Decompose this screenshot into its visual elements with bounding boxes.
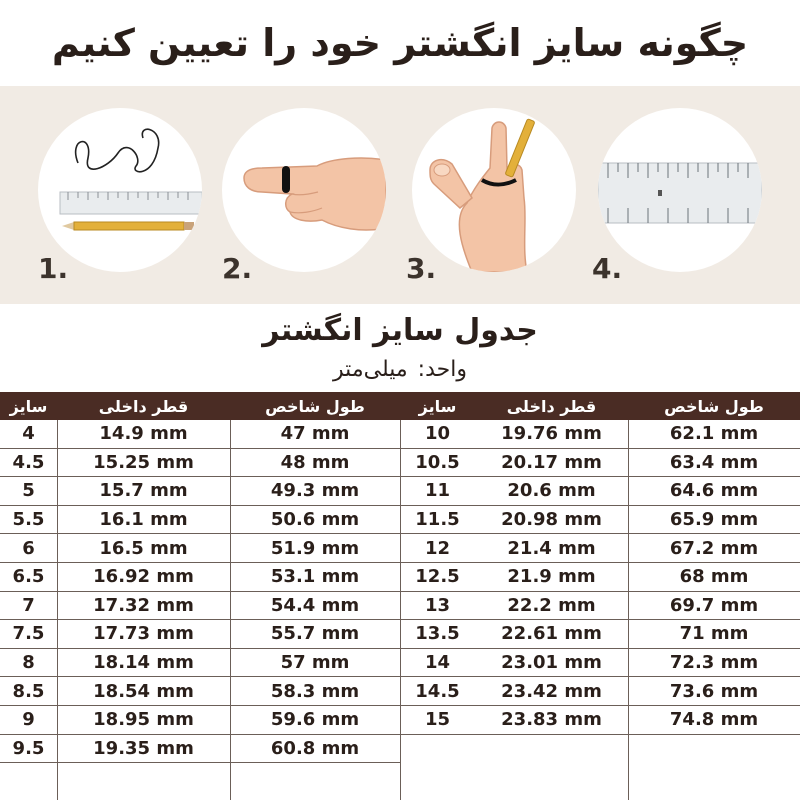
right-length-cell: 64.6 mm [628, 477, 800, 506]
left-length-cell: 59.6 mm [230, 706, 400, 735]
right-diameter-cell: 19.76 mm [475, 420, 628, 449]
empty-cell [628, 735, 800, 764]
left-diameter-cell: 18.95 mm [57, 706, 230, 735]
left-diameter-cell: 19.35 mm [57, 735, 230, 764]
left-size-cell: 8 [0, 649, 57, 678]
ruler-measure-icon [598, 108, 762, 272]
unit-value: میلی‌متر [333, 356, 408, 382]
step-4-circle [598, 108, 762, 272]
left-diameter-cell: 15.25 mm [57, 449, 230, 478]
right-length-cell: 73.6 mm [628, 677, 800, 706]
right-size-cell: 11.5 [400, 506, 475, 535]
left-size-cell: 9.5 [0, 735, 57, 764]
right-size-cell: 14.5 [400, 677, 475, 706]
left-diameter-cell: 16.1 mm [57, 506, 230, 535]
header-size-right: سایز [400, 392, 475, 420]
right-size-cell: 12 [400, 534, 475, 563]
step-3-number: 3. [406, 252, 437, 285]
right-size-cell: 15 [400, 706, 475, 735]
left-length-cell: 48 mm [230, 449, 400, 478]
left-length-cell: 55.7 mm [230, 620, 400, 649]
right-length-cell: 65.9 mm [628, 506, 800, 535]
header-diameter-right: قطر داخلی [475, 392, 628, 420]
left-diameter-cell: 15.7 mm [57, 477, 230, 506]
empty-cell [400, 735, 475, 764]
right-diameter-cell: 22.2 mm [475, 592, 628, 621]
left-size-cell: 6.5 [0, 563, 57, 592]
left-length-cell: 50.6 mm [230, 506, 400, 535]
header-length-left: طول شاخص [230, 392, 400, 420]
left-length-cell: 51.9 mm [230, 534, 400, 563]
ring-size-table [0, 392, 800, 800]
finger-mark-icon [412, 108, 576, 272]
left-size-cell: 9 [0, 706, 57, 735]
step-1-circle [38, 108, 202, 272]
left-diameter-cell: 16.5 mm [57, 534, 230, 563]
left-diameter-cell: 16.92 mm [57, 563, 230, 592]
step-3-circle [412, 108, 576, 272]
right-diameter-cell: 23.42 mm [475, 677, 628, 706]
page-title: چگونه سایز انگشتر خود را تعیین کنیم [51, 21, 749, 65]
left-length-cell: 58.3 mm [230, 677, 400, 706]
right-length-cell: 69.7 mm [628, 592, 800, 621]
left-length-cell: 60.8 mm [230, 735, 400, 764]
right-size-cell: 14 [400, 649, 475, 678]
right-length-cell: 68 mm [628, 563, 800, 592]
right-diameter-cell: 23.01 mm [475, 649, 628, 678]
header-size-left: سایز [0, 392, 57, 420]
left-size-cell: 4.5 [0, 449, 57, 478]
empty-cell [475, 735, 628, 764]
left-size-cell: 5.5 [0, 506, 57, 535]
left-size-cell: 7 [0, 592, 57, 621]
step-1-number: 1. [38, 252, 69, 285]
right-diameter-cell: 20.17 mm [475, 449, 628, 478]
table-title: جدول سایز انگشتر [262, 312, 538, 348]
left-size-cell: 5 [0, 477, 57, 506]
step-4-number: 4. [592, 252, 623, 285]
right-length-cell: 72.3 mm [628, 649, 800, 678]
right-length-cell: 63.4 mm [628, 449, 800, 478]
right-diameter-cell: 21.4 mm [475, 534, 628, 563]
left-size-cell: 8.5 [0, 677, 57, 706]
left-length-cell: 57 mm [230, 649, 400, 678]
right-size-cell: 10.5 [400, 449, 475, 478]
left-diameter-cell: 18.54 mm [57, 677, 230, 706]
right-size-cell: 13.5 [400, 620, 475, 649]
right-length-cell: 67.2 mm [628, 534, 800, 563]
left-size-cell: 6 [0, 534, 57, 563]
step-2-number: 2. [222, 252, 253, 285]
left-diameter-cell: 17.73 mm [57, 620, 230, 649]
right-length-cell: 71 mm [628, 620, 800, 649]
unit-line [0, 352, 800, 386]
unit-label: واحد: [417, 356, 467, 382]
right-diameter-cell: 21.9 mm [475, 563, 628, 592]
left-length-cell: 54.4 mm [230, 592, 400, 621]
right-size-cell: 11 [400, 477, 475, 506]
left-length-cell: 47 mm [230, 420, 400, 449]
left-length-cell: 53.1 mm [230, 563, 400, 592]
header-diameter-left: قطر داخلی [57, 392, 230, 420]
header-length-right: طول شاخص [628, 392, 800, 420]
right-diameter-cell: 20.98 mm [475, 506, 628, 535]
left-diameter-cell: 17.32 mm [57, 592, 230, 621]
right-size-cell: 13 [400, 592, 475, 621]
left-length-cell: 49.3 mm [230, 477, 400, 506]
left-diameter-cell: 18.14 mm [57, 649, 230, 678]
right-diameter-cell: 20.6 mm [475, 477, 628, 506]
left-diameter-cell: 14.9 mm [57, 420, 230, 449]
left-size-cell: 7.5 [0, 620, 57, 649]
right-length-cell: 74.8 mm [628, 706, 800, 735]
finger-wrap-icon [222, 108, 386, 272]
string-ruler-pencil-icon [38, 108, 202, 272]
right-size-cell: 12.5 [400, 563, 475, 592]
right-length-cell: 62.1 mm [628, 420, 800, 449]
right-diameter-cell: 22.61 mm [475, 620, 628, 649]
left-size-cell: 4 [0, 420, 57, 449]
step-2-circle [222, 108, 386, 272]
right-diameter-cell: 23.83 mm [475, 706, 628, 735]
right-size-cell: 10 [400, 420, 475, 449]
